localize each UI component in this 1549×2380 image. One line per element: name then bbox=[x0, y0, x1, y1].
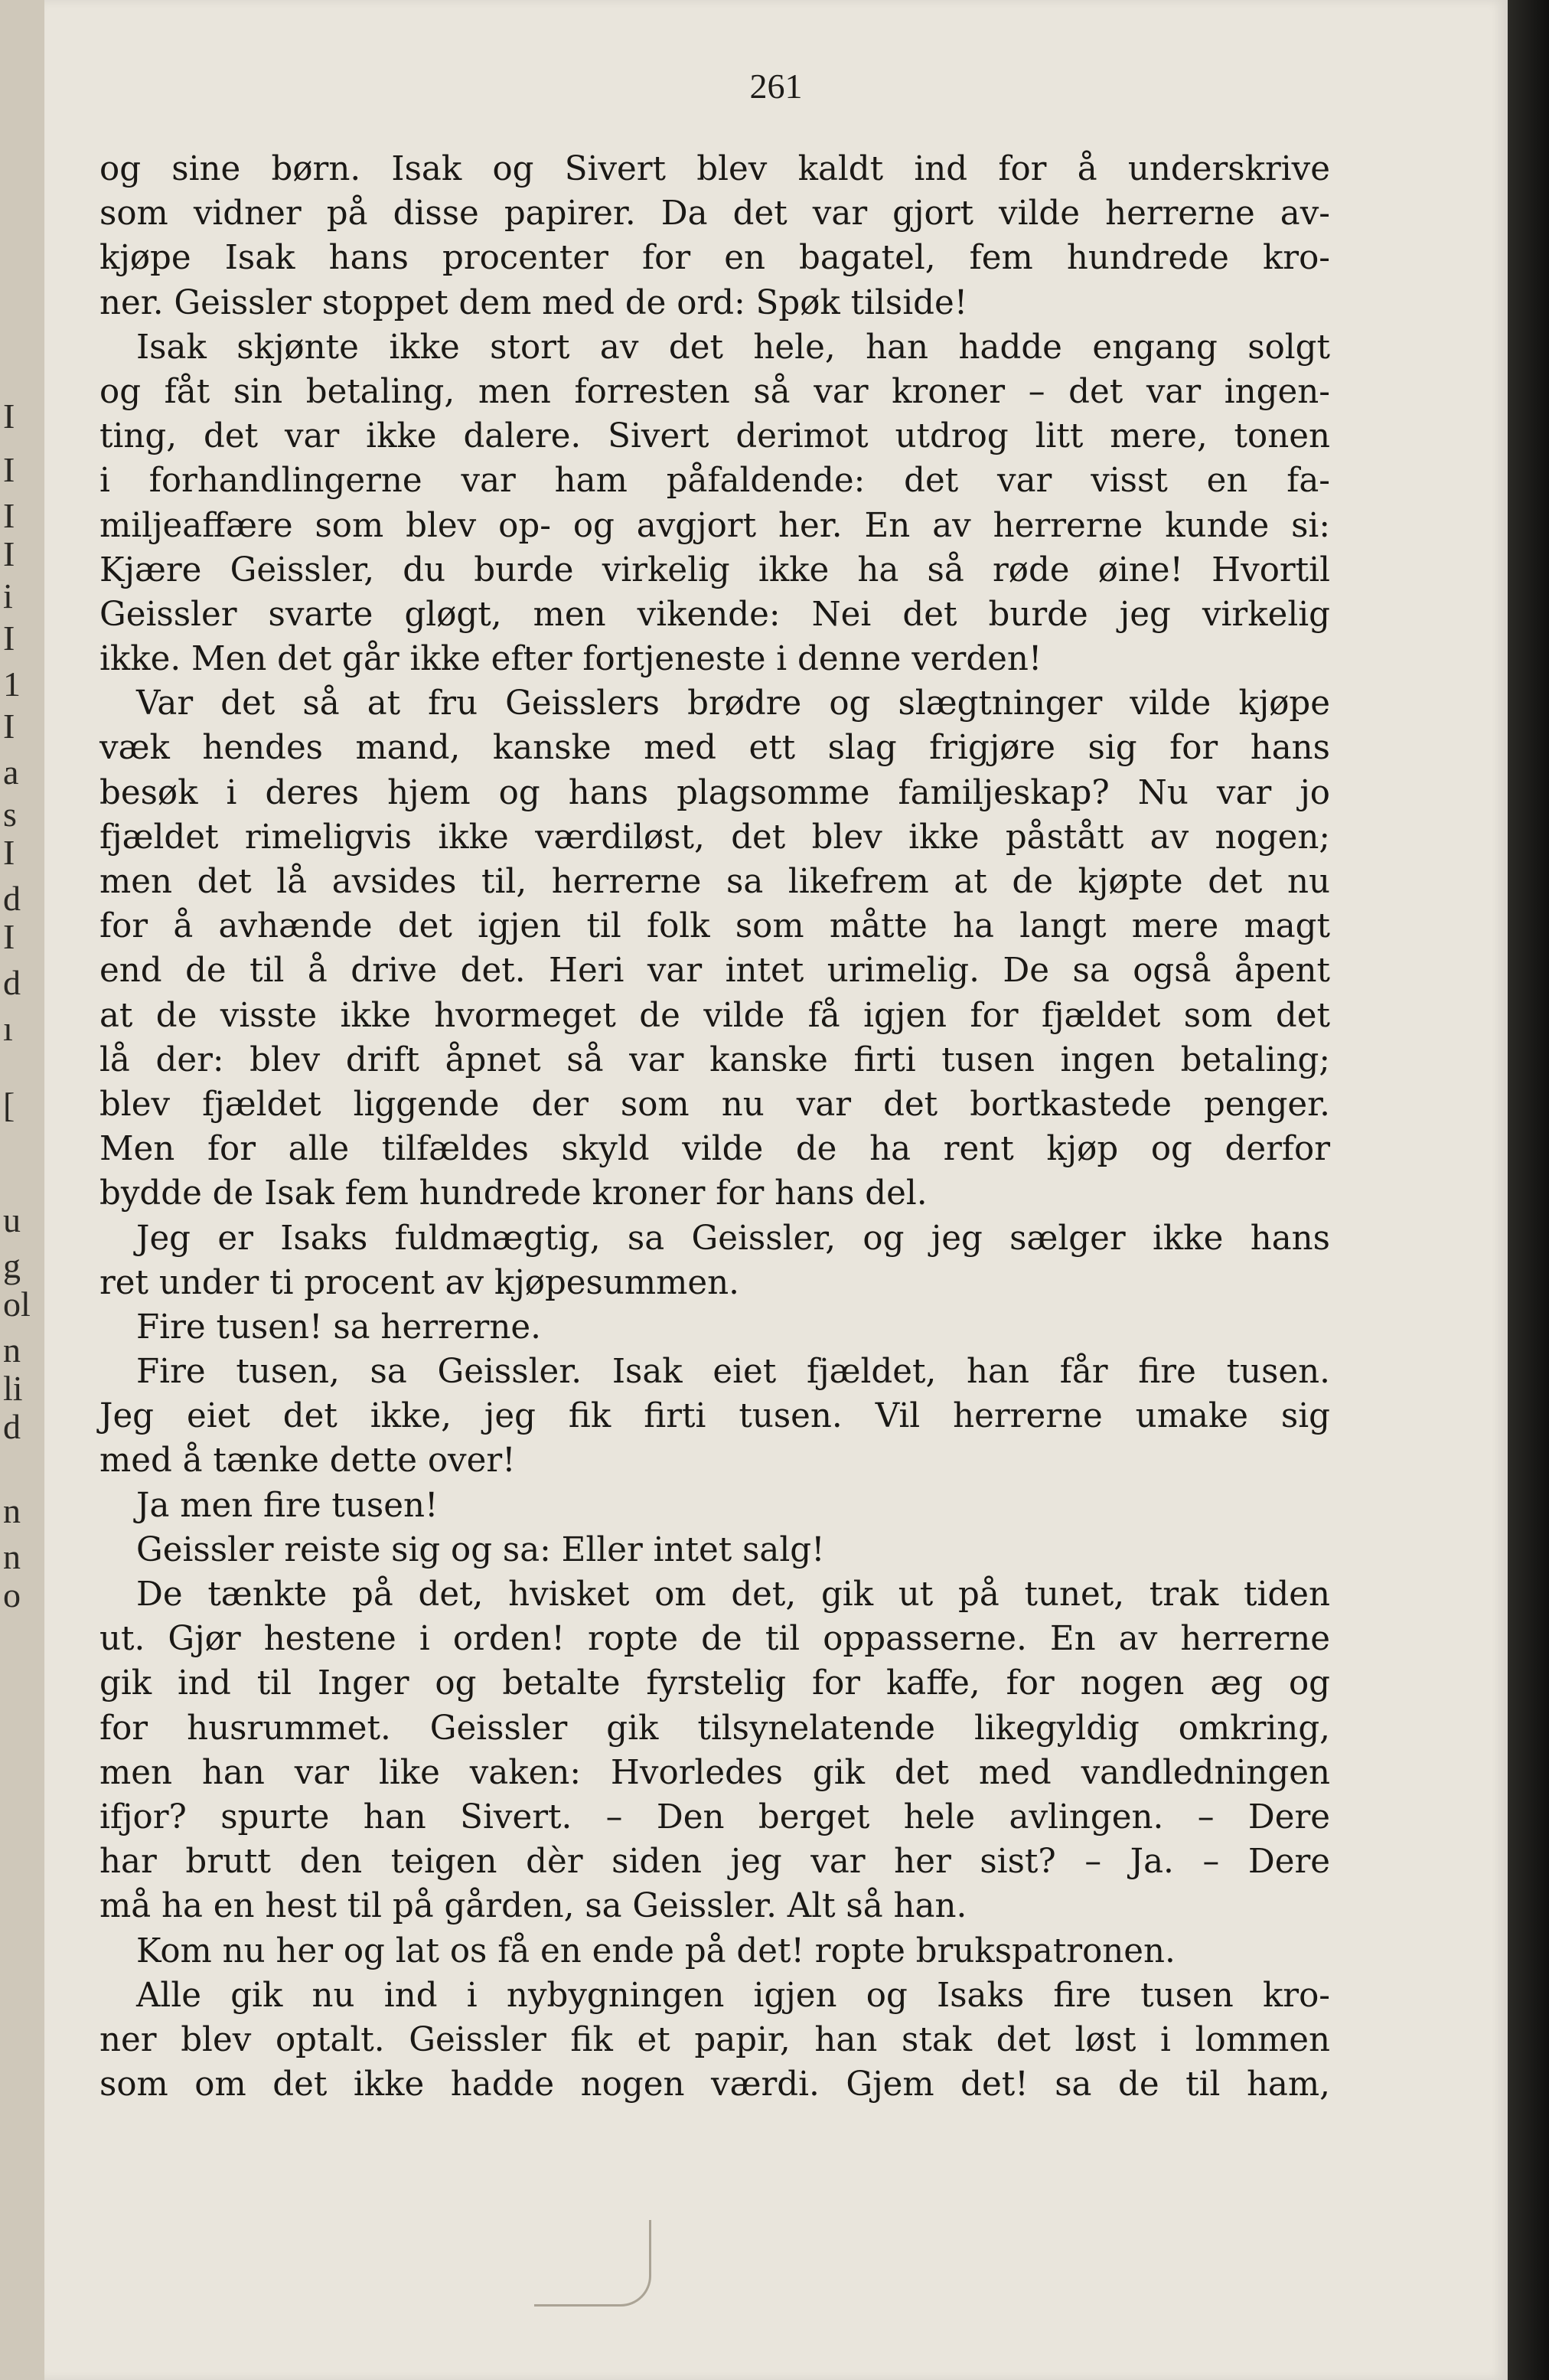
facing-page-fragment: I bbox=[3, 619, 15, 658]
text-line: Fire tusen, sa Geissler. Isak eiet fjældet, han får fire tusen. bbox=[136, 1353, 1330, 1392]
text-line: for å avhænde det igjen til folk som måtte ha langt mere magt bbox=[99, 907, 1330, 946]
text-line: ifjor? spurte han Sivert. – Den berget hele avlingen. – Dere bbox=[99, 1797, 1330, 1836]
facing-page-fragment: ol bbox=[3, 1285, 31, 1324]
text-line: ikke. Men det går ikke efter fortjeneste i denne verden! bbox=[99, 640, 1042, 679]
page-body-text bbox=[99, 147, 1330, 2107]
facing-page-fragment: n bbox=[3, 1537, 21, 1576]
text-line: og fåt sin betaling, men forresten så var kroner – det var ingen- bbox=[99, 372, 1330, 411]
facing-page-fragment: I bbox=[3, 450, 15, 489]
text-line: lå der: blev drift åpnet så var kanske firti tusen ingen betaling; bbox=[99, 1040, 1330, 1079]
text-line: ner. Geissler stoppet dem med de ord: Spøk tilside! bbox=[99, 283, 968, 322]
text-line: men han var like vaken: Hvorledes gik det med vandledningen bbox=[99, 1753, 1330, 1792]
text-line: ut. Gjør hestene i orden! ropte de til oppasserne. En av herrerne bbox=[99, 1620, 1330, 1659]
text-line: væk hendes mand, kanske med ett slag frigjøre sig for hans bbox=[99, 729, 1330, 768]
text-line: at de visste ikke hvormeget de vilde få igjen for fjældet som det bbox=[99, 996, 1330, 1035]
text-line: Men for alle tilfældes skyld vilde de ha rent kjøp og derfor bbox=[99, 1130, 1330, 1169]
paper-fold-mark bbox=[534, 2220, 651, 2307]
text-line: Geissler svarte gløgt, men vikende: Nei det burde jeg virkelig bbox=[99, 595, 1330, 634]
book-page bbox=[44, 0, 1508, 2380]
facing-page-fragment: I bbox=[3, 397, 15, 436]
text-line: kjøpe Isak hans procenter for en bagatel, fem hundrede kro- bbox=[99, 239, 1330, 278]
text-line: Isak skjønte ikke stort av det hele, han hadde engang solgt bbox=[136, 328, 1330, 367]
text-line: Kom nu her og lat os få en ende på det! ropte brukspatronen. bbox=[136, 1931, 1176, 1970]
text-line: Ja men fire tusen! bbox=[136, 1486, 439, 1525]
text-line: Kjære Geissler, du burde virkelig ikke ha så røde øine! Hvortil bbox=[99, 550, 1330, 589]
facing-page-fragment: g bbox=[3, 1246, 21, 1285]
facing-page-fragment: n bbox=[3, 1491, 21, 1530]
facing-page-fragment: li bbox=[3, 1369, 23, 1408]
text-line: med å tænke dette over! bbox=[99, 1441, 516, 1481]
facing-page-fragment: d bbox=[3, 963, 21, 1002]
text-line: Var det så at fru Geisslers brødre og slægtninger vilde kjøpe bbox=[136, 684, 1330, 723]
text-line: Jeg er Isaks fuldmægtig, sa Geissler, og jeg sælger ikke hans bbox=[136, 1219, 1330, 1258]
facing-page-fragment: I bbox=[3, 707, 15, 746]
text-line: har brutt den teigen dèr siden jeg var her sist? – Ja. – Dere bbox=[99, 1843, 1330, 1882]
facing-page-fragment: ı bbox=[3, 1009, 13, 1048]
text-line: De tænkte på det, hvisket om det, gik ut på tunet, trak tiden bbox=[136, 1575, 1330, 1614]
facing-page-fragment: d bbox=[3, 1407, 21, 1446]
facing-page-fragment: I bbox=[3, 496, 15, 535]
facing-page-fragment: a bbox=[3, 753, 19, 792]
text-line: som vidner på disse papirer. Da det var gjort vilde herrerne av- bbox=[99, 194, 1330, 233]
facing-page-fragment: I bbox=[3, 833, 15, 872]
text-line: Geissler reiste sig og sa: Eller intet salg! bbox=[136, 1530, 825, 1569]
page-number: 261 bbox=[749, 67, 803, 106]
text-line: for husrummet. Geissler gik tilsynelatende likegyldig omkring, bbox=[99, 1709, 1330, 1748]
facing-page-fragment: i bbox=[3, 576, 13, 615]
text-line: Jeg eiet det ikke, jeg fik firti tusen. Vil herrerne umake sig bbox=[99, 1397, 1330, 1436]
facing-page-fragment: 1 bbox=[3, 664, 21, 704]
facing-page-fragment: o bbox=[3, 1575, 21, 1614]
text-line: gik ind til Inger og betalte fyrstelig for kaffe, for nogen æg og bbox=[99, 1664, 1330, 1703]
facing-page-fragment: u bbox=[3, 1200, 21, 1239]
facing-page-fragment: [ bbox=[3, 1086, 15, 1125]
text-line: fjældet rimeligvis ikke værdiløst, det blev ikke påstått av nogen; bbox=[99, 818, 1330, 857]
facing-page-fragment: d bbox=[3, 879, 21, 918]
text-line: bydde de Isak fem hundrede kroner for hans del. bbox=[99, 1174, 928, 1213]
text-line: end de til å drive det. Heri var intet urimelig. De sa også åpent bbox=[99, 952, 1330, 991]
facing-page-edge bbox=[0, 0, 47, 2380]
text-line: i forhandlingerne var ham påfaldende: det var visst en fa- bbox=[99, 462, 1330, 501]
book-spine-shadow bbox=[1508, 0, 1549, 2380]
text-line: må ha en hest til på gården, sa Geissler. Alt så han. bbox=[99, 1887, 967, 1926]
facing-page-fragment: s bbox=[3, 795, 17, 834]
text-line: ting, det var ikke dalere. Sivert derimot utdrog litt mere, tonen bbox=[99, 417, 1330, 456]
text-line: besøk i deres hjem og hans plagsomme familjeskap? Nu var jo bbox=[99, 773, 1330, 812]
text-line: og sine børn. Isak og Sivert blev kaldt ind for å underskrive bbox=[99, 150, 1330, 188]
text-line: blev fjældet liggende der som nu var det bortkastede penger. bbox=[99, 1085, 1330, 1124]
text-line: men det lå avsides til, herrerne sa likefrem at de kjøpte det nu bbox=[99, 863, 1330, 901]
facing-page-fragment: I bbox=[3, 534, 15, 573]
text-line: Alle gik nu ind i nybygningen igjen og Isaks fire tusen kro- bbox=[136, 1976, 1330, 2015]
text-line: ret under ti procent av kjøpesummen. bbox=[99, 1263, 739, 1302]
facing-page-fragment: n bbox=[3, 1330, 21, 1370]
text-line: som om det ikke hadde nogen værdi. Gjem det! sa de til ham, bbox=[99, 2065, 1330, 2104]
text-line: miljeaffære som blev op- og avgjort her. En av herrerne kunde si: bbox=[99, 506, 1330, 545]
text-line: Fire tusen! sa herrerne. bbox=[136, 1308, 541, 1347]
text-line: ner blev optalt. Geissler fik et papir, han stak det løst i lommen bbox=[99, 2020, 1330, 2059]
facing-page-fragment: I bbox=[3, 917, 15, 956]
